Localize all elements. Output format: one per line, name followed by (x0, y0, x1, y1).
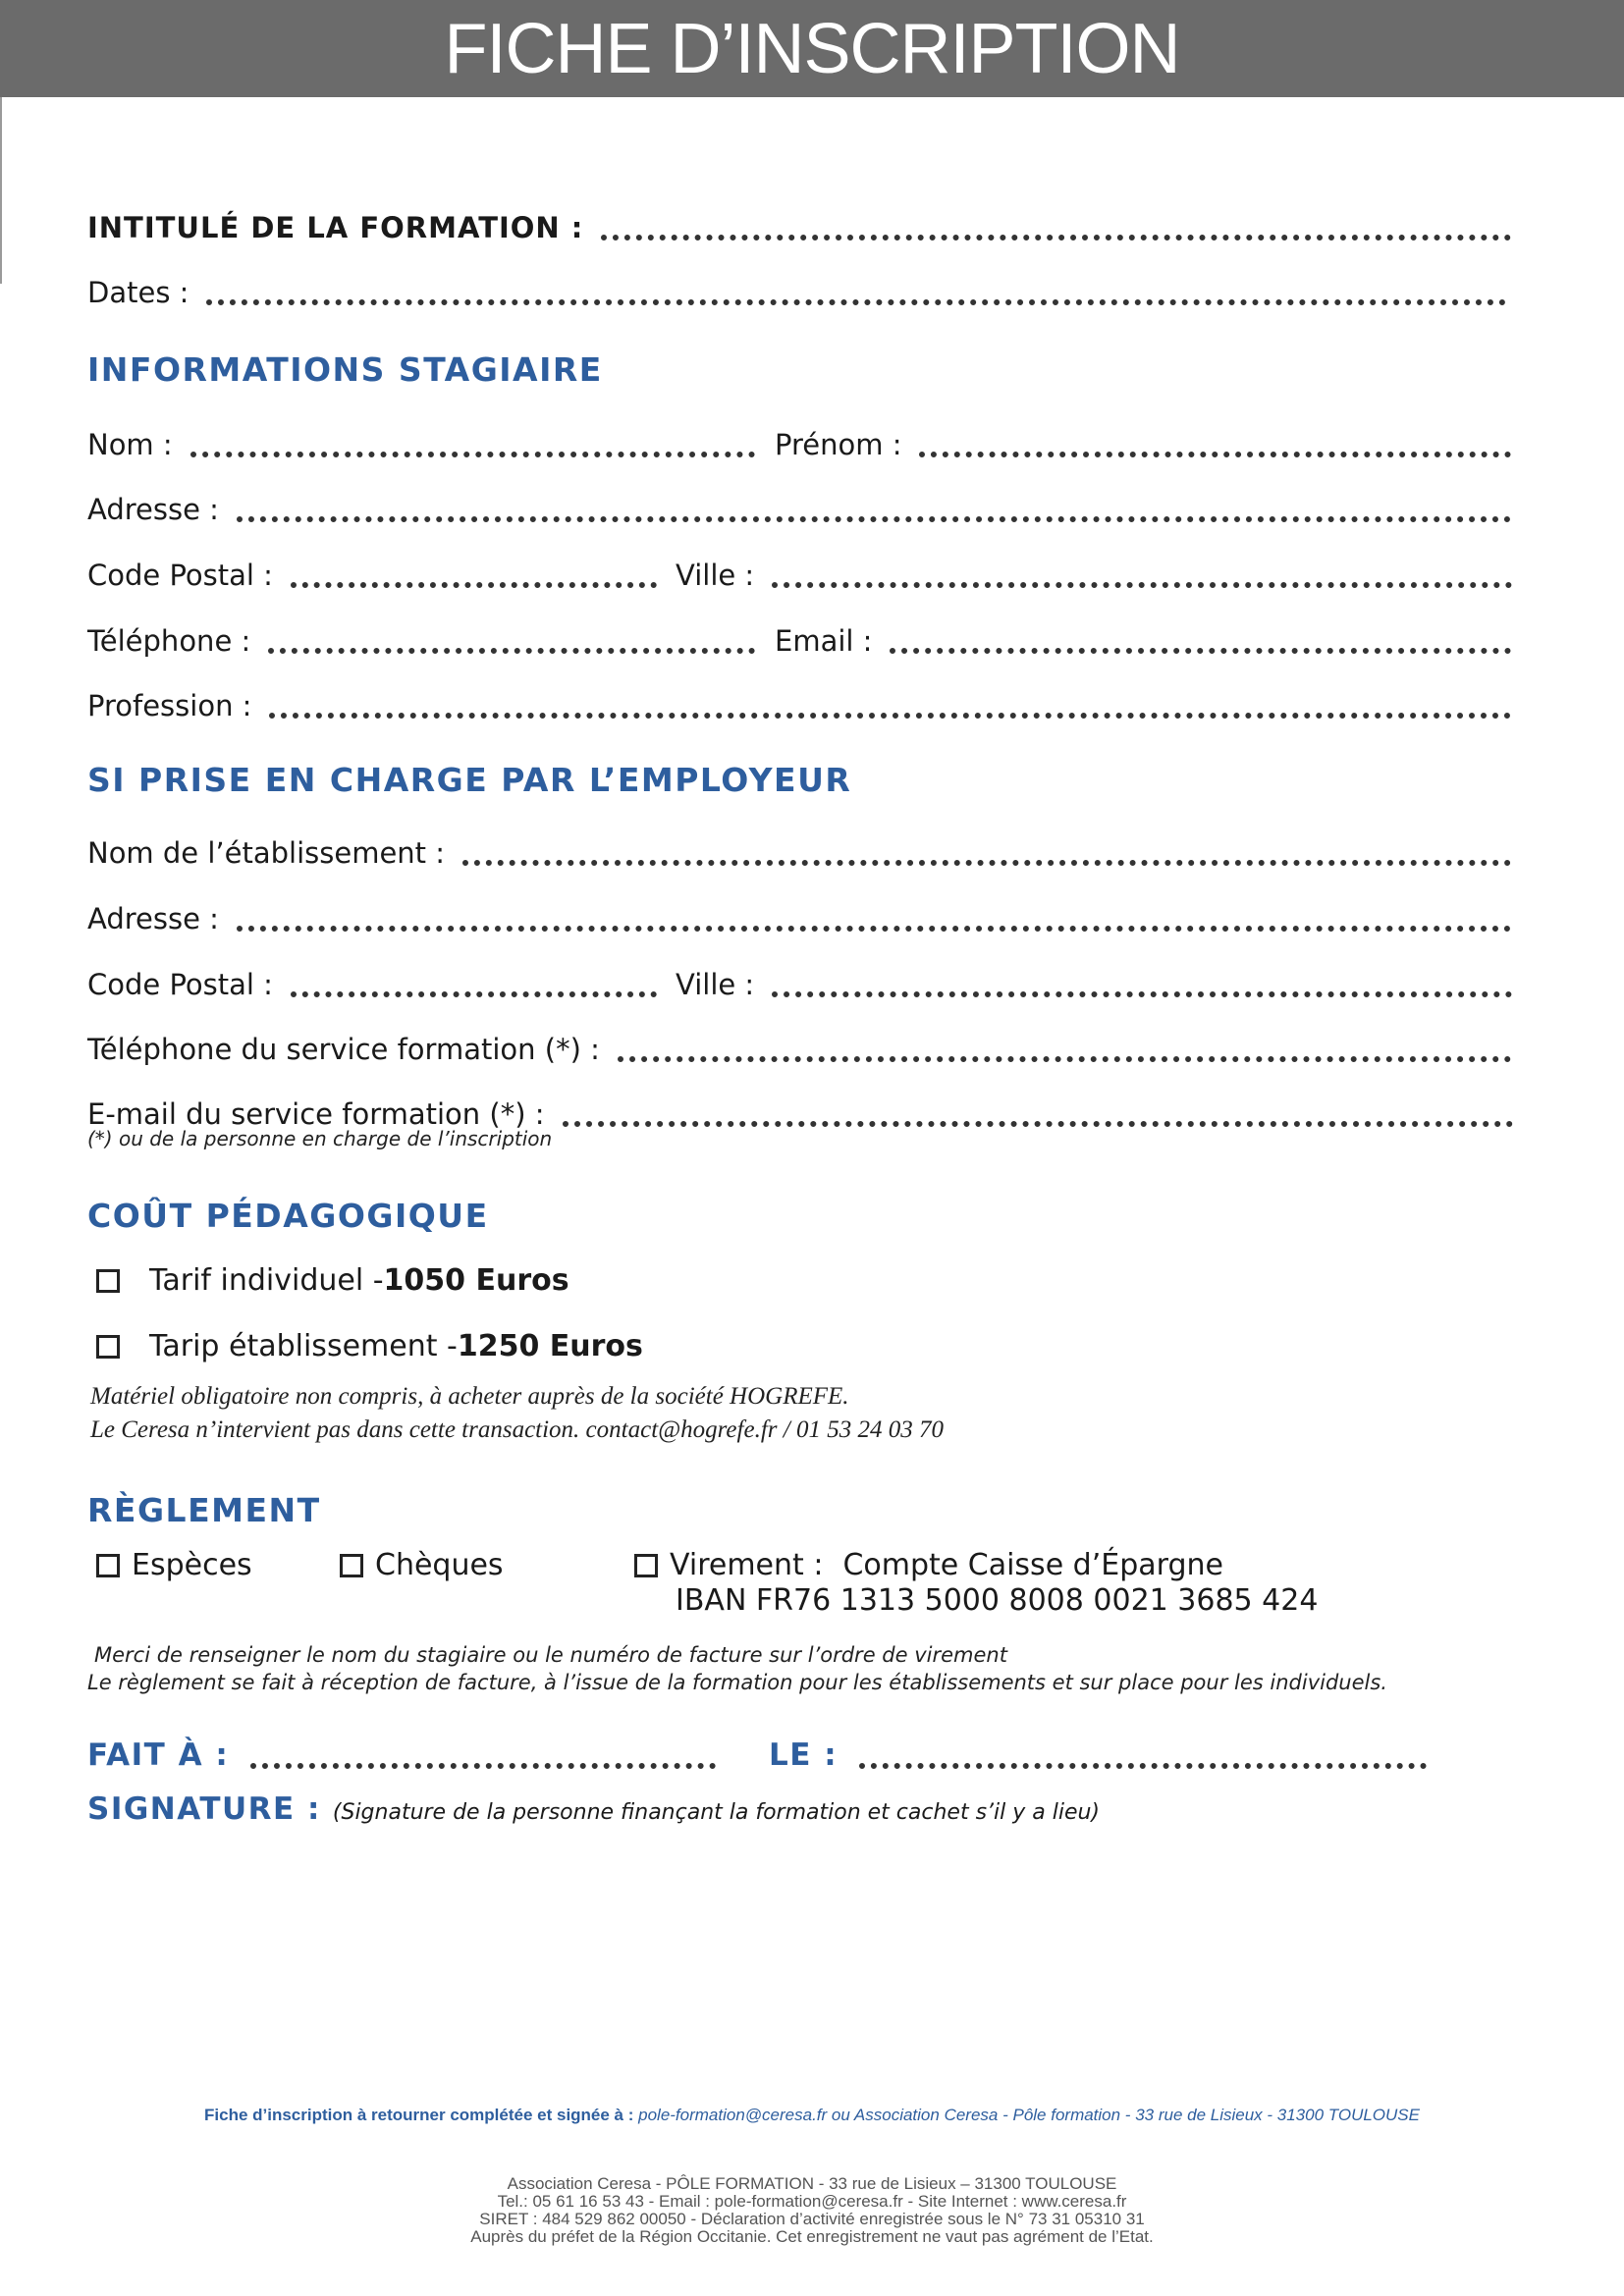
reglement-note: Le règlement se fait à réception de facture, à l’issue de la formation pour les établissements et sur place pour les individuels. (87, 1671, 1387, 1694)
tarif-etablissement-option[interactable] (96, 1329, 643, 1363)
legal-footer-line2: Tel.: 05 61 16 53 43 - Email : pole-formation@ceresa.fr - Site Internet : www.ceresa.fr (497, 2191, 1127, 2211)
adresse-label: Adresse : (87, 493, 219, 526)
adresse-field[interactable] (237, 516, 1511, 522)
compte-label: Compte Caisse d’Épargne (842, 1548, 1223, 1582)
dates-label: Dates : (87, 276, 189, 309)
tarif-individuel-option[interactable] (96, 1263, 569, 1298)
prenom-label: Prénom : (775, 428, 902, 461)
telephone-label: Téléphone : (87, 624, 251, 658)
page-title: FICHE D’INSCRIPTION (444, 10, 1180, 88)
tarif-individuel-label: Tarif individuel - (149, 1263, 384, 1298)
code-postal-row (87, 551, 657, 590)
employeur-ville-label: Ville : (676, 968, 755, 1001)
intitule-row (87, 203, 1511, 242)
profession-field[interactable] (269, 713, 1511, 719)
employeur-footnote: (*) ou de la personne en charge de l’inscription (87, 1127, 553, 1150)
signature-area[interactable] (87, 1845, 1511, 2071)
employeur-ville-row (676, 960, 1512, 999)
ville-label: Ville : (676, 559, 755, 592)
materiel-note (90, 1380, 944, 1447)
employeur-adresse-row (87, 894, 1511, 934)
code-postal-label: Code Postal : (87, 559, 273, 592)
code-postal-field[interactable] (291, 582, 657, 588)
cheques-option[interactable] (340, 1548, 504, 1582)
etablissement-row (87, 828, 1511, 868)
virement-label: Virement : (670, 1548, 824, 1582)
prenom-field[interactable] (919, 452, 1511, 457)
le-field[interactable] (859, 1763, 1427, 1769)
employeur-code-postal-field[interactable] (291, 991, 657, 997)
le-label: LE : (769, 1737, 839, 1773)
materiel-note-line2: Le Ceresa n’intervient pas dans cette transaction. contact@hogrefe.fr / 01 53 24 03 70 (90, 1415, 944, 1443)
fait-a-field[interactable] (250, 1763, 716, 1769)
return-instructions (0, 2106, 1624, 2125)
legal-footer-line3: SIRET : 484 529 862 00050 - Déclaration d’activité enregistrée sous le N° 73 31 05310 31 (479, 2209, 1145, 2228)
email-label: Email : (775, 624, 873, 658)
employeur-email-row (87, 1090, 1513, 1129)
especes-label: Espèces (132, 1548, 252, 1582)
signature-note: (Signature de la personne finançant la formation et cachet s’il y a lieu) (332, 1800, 1101, 1825)
email-field[interactable] (890, 648, 1511, 654)
fait-a-label: FAIT À : (87, 1737, 230, 1773)
virement-checkbox[interactable] (634, 1554, 658, 1577)
employeur-email-field[interactable] (563, 1121, 1513, 1127)
employeur-telephone-field[interactable] (618, 1056, 1511, 1062)
cheques-checkbox[interactable] (340, 1554, 363, 1577)
telephone-row (87, 616, 755, 656)
employeur-adresse-field[interactable] (237, 926, 1511, 932)
nom-row (87, 420, 755, 459)
email-row (775, 616, 1511, 656)
fait-a-row (87, 1730, 716, 1771)
etablissement-label: Nom de l’établissement : (87, 836, 446, 870)
return-instructions-address: pole-formation@ceresa.fr ou Association Ceresa - Pôle formation - 33 rue de Lisieux - 31300 TOULOUSE (633, 2106, 1420, 2124)
especes-checkbox[interactable] (96, 1554, 120, 1577)
etablissement-field[interactable] (462, 860, 1511, 866)
dates-row (87, 268, 1506, 307)
virement-note: Merci de renseigner le nom du stagiaire ou le numéro de facture sur l’ordre de virement (94, 1643, 1007, 1667)
employeur-code-postal-row (87, 960, 657, 999)
section-cout-heading: COÛT PÉDAGOGIQUE (87, 1197, 489, 1235)
virement-option[interactable] (634, 1548, 1223, 1582)
legal-footer (0, 2175, 1624, 2245)
signature-row (87, 1791, 1364, 1836)
adresse-row (87, 485, 1511, 524)
page-header (0, 0, 1624, 97)
legal-footer-line1: Association Ceresa - PÔLE FORMATION - 33 rue de Lisieux – 31300 TOULOUSE (507, 2174, 1117, 2193)
legal-footer-line4: Auprès du préfet de la Région Occitanie. Cet enregistrement ne vaut pas agrément de l’Etat. (470, 2226, 1154, 2246)
profession-label: Profession : (87, 689, 252, 722)
return-instructions-lead: Fiche d’inscription à retourner complétée et signée à : (204, 2106, 634, 2124)
section-stagiaire-heading: INFORMATIONS STAGIAIRE (87, 350, 603, 389)
tarif-individuel-price: 1050 Euros (383, 1263, 569, 1298)
prenom-row (775, 420, 1511, 459)
employeur-email-label: E-mail du service formation (*) : (87, 1097, 545, 1131)
le-row (769, 1730, 1427, 1771)
tarif-individuel-checkbox[interactable] (96, 1269, 120, 1293)
employeur-telephone-label: Téléphone du service formation (*) : (87, 1033, 600, 1066)
dates-field[interactable] (206, 299, 1506, 305)
intitule-label: INTITULÉ DE LA FORMATION : (87, 211, 584, 244)
tarif-etablissement-checkbox[interactable] (96, 1335, 120, 1359)
employeur-adresse-label: Adresse : (87, 902, 219, 935)
telephone-field[interactable] (268, 648, 755, 654)
intitule-field[interactable] (601, 235, 1511, 240)
tarif-etablissement-label: Tarip établissement - (149, 1329, 458, 1363)
employeur-ville-field[interactable] (772, 991, 1512, 997)
materiel-note-line1: Matériel obligatoire non compris, à acheter auprès de la société HOGREFE. (90, 1383, 849, 1410)
profession-row (87, 681, 1511, 721)
especes-option[interactable] (96, 1548, 252, 1582)
section-employeur-heading: SI PRISE EN CHARGE PAR L’EMPLOYEUR (87, 761, 852, 799)
iban-value: IBAN FR76 1313 5000 8008 0021 3685 424 (676, 1583, 1319, 1618)
section-reglement-heading: RÈGLEMENT (87, 1491, 321, 1529)
left-edge-line (0, 97, 2, 284)
signature-label: SIGNATURE : (87, 1791, 321, 1827)
employeur-code-postal-label: Code Postal : (87, 968, 273, 1001)
cheques-label: Chèques (375, 1548, 504, 1582)
iban-line (676, 1583, 1319, 1618)
ville-row (676, 551, 1512, 590)
employeur-telephone-row (87, 1025, 1511, 1064)
tarif-etablissement-price: 1250 Euros (457, 1329, 643, 1363)
ville-field[interactable] (772, 582, 1512, 588)
nom-label: Nom : (87, 428, 173, 461)
nom-field[interactable] (190, 452, 755, 457)
